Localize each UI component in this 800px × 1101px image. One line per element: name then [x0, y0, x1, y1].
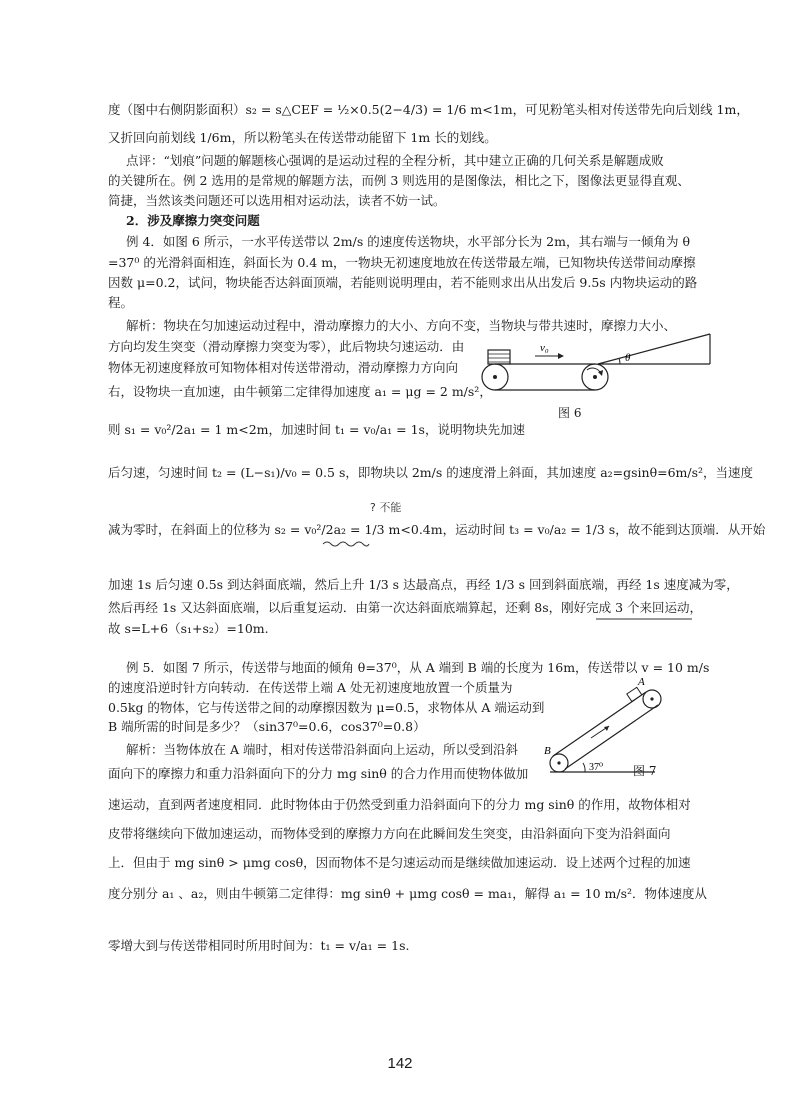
- text-line: 因数 μ=0.2，试问，物块能否达斜面顶端，若能则说明理由，若不能则求出从出发后 9.5s 内物块运动的路: [108, 275, 698, 290]
- text-line: 皮带将继续向下做加速运动，而物体受到的摩擦力方向在此瞬间发生突变，由沿斜面向下变为沿斜面向: [108, 826, 671, 841]
- text-line: 的速度沿逆时针方向转动．在传送带上端 A 处无初速度地放置一个质量为: [108, 680, 513, 695]
- text-line: 简捷，当然该类问题还可以选用相对运动法，读者不妨一试。: [108, 193, 446, 208]
- text-line: 程。: [108, 295, 134, 310]
- text-line: 度（图中右侧阴影面积）s₂ = s△CEF = ½×0.5(2−4/3) = 1/6 m<1m，可见粉笔头相对传送带先向后划线 1m，: [108, 102, 749, 117]
- velocity-label: v₀: [540, 342, 549, 354]
- text-line: 减为零时，在斜面上的位移为 s₂ = v₀²/2a₂ = 1/3 m<0.4m，运动时间 t₃ = v₀/a₂ = 1/3 s，故不能到达顶端．从开始: [108, 522, 766, 537]
- angle-label: θ: [625, 352, 631, 364]
- text-line: 然后再经 1s 又达斜面底端，以后重复运动．由第一次达斜面底端算起，还剩 8s，刚好完成 3 个来回运动，: [108, 600, 703, 615]
- text-line: 例 5．如图 7 所示，传送带与地面的倾角 θ=37⁰，从 A 端到 B 端的长度为 16m，传送带以 v = 10 m/s: [126, 660, 710, 675]
- figure-6-diagram: [480, 330, 710, 440]
- text-line: B 端所需的时间是多少？（sin37⁰=0.6，cos37⁰=0.8）: [108, 719, 426, 734]
- text-line: 故 s=L+6（s₁+s₂）=10m.: [108, 621, 269, 636]
- angle-label: 37⁰: [589, 762, 604, 773]
- figure-7-caption: 图 7: [633, 764, 657, 778]
- text-line: 上．但由于 mg sinθ > μmg cosθ，因而物体不是匀速运动而是继续做加速运动．设上述两个过程的加速: [108, 855, 691, 870]
- text-line: 右，设物块一直加速，由牛顿第二定律得加速度 a₁ = μg = 2 m/s²，: [108, 384, 492, 399]
- text-line: 点评：“划痕”问题的解题核心强调的是运动过程的全程分析，其中建立正确的几何关系是解题成败: [126, 153, 664, 168]
- end-a-label: A: [638, 676, 645, 688]
- text-line: 则 s₁ = v₀²/2a₁ = 1 m<2m，加速时间 t₁ = v₀/a₁ = 1s，说明物块先加速: [108, 422, 525, 437]
- text-line: 解析：物块在匀加速运动过程中，滑动摩擦力的大小、方向不变，当物块与带共速时，摩擦力大小、: [126, 318, 677, 333]
- text-line: =37⁰ 的光滑斜面相连，斜面长为 0.4 m，一物块无初速度地放在传送带最左端，已知物块传送带间动摩擦: [108, 255, 696, 270]
- page-number: 142: [387, 1055, 413, 1072]
- text-line: 又折回向前划线 1/6m，所以粉笔头在传送带动能留下 1m 长的划线。: [108, 130, 497, 145]
- section-heading: 2．涉及摩擦力突变问题: [126, 213, 260, 228]
- text-line: 解析：当物体放在 A 端时，相对传送带沿斜面向上运动，所以受到沿斜: [126, 742, 518, 757]
- text-line: 的关键所在。例 2 选用的是常规的解题方法，而例 3 则选用的是图像法，相比之下，图像法更显得直观、: [108, 173, 690, 188]
- text-line: 速运动，直到两者速度相同．此时物体由于仍然受到重力沿斜面向下的分力 mg sinθ 的作用，故物体相对: [108, 797, 691, 812]
- text-line: 方向均发生突变（滑动摩擦力突变为零），此后物块匀速运动．由: [108, 339, 465, 354]
- text-line: 物体无初速度释放可知物体相对传送带滑动，滑动摩擦力方向向: [108, 360, 459, 375]
- figure-6-caption: 图 6: [558, 406, 582, 420]
- text-line: 面向下的摩擦力和重力沿斜面向下的分力 mg sinθ 的合力作用而使物体做加: [108, 766, 529, 781]
- handwritten-note: ? 不能: [370, 501, 402, 514]
- text-line: 度分别分 a₁ 、a₂，则由牛顿第二定律得：mg sinθ + μmg cosθ = ma₁，解得 a₁ = 10 m/s²．物体速度从: [108, 886, 707, 901]
- text-line: 后匀速，匀速时间 t₂ = (L−s₁)/v₀ = 0.5 s，即物块以 2m/s 的速度滑上斜面，其加速度 a₂=gsinθ=6m/s²，当速度: [108, 465, 754, 480]
- handwritten-wave-underline: [322, 540, 370, 548]
- text-line: 0.5kg 的物体，它与传送带之间的动摩擦因数为 μ=0.5，求物体从 A 端运动到: [108, 700, 545, 715]
- text-line: 例 4．如图 6 所示，一水平传送带以 2m/s 的速度传送物块，水平部分长为 2m，其右端与一倾角为 θ: [126, 234, 690, 249]
- end-b-label: B: [544, 745, 551, 757]
- text-line: 加速 1s 后匀速 0.5s 到达斜面底端，然后上升 1/3 s 达最高点，再经 1/3 s 回到斜面底端，再经 1s 速度减为零，: [108, 577, 739, 592]
- text-line: 零增大到与传送带相同时所用时间为：t₁ = v/a₁ = 1s.: [108, 938, 410, 953]
